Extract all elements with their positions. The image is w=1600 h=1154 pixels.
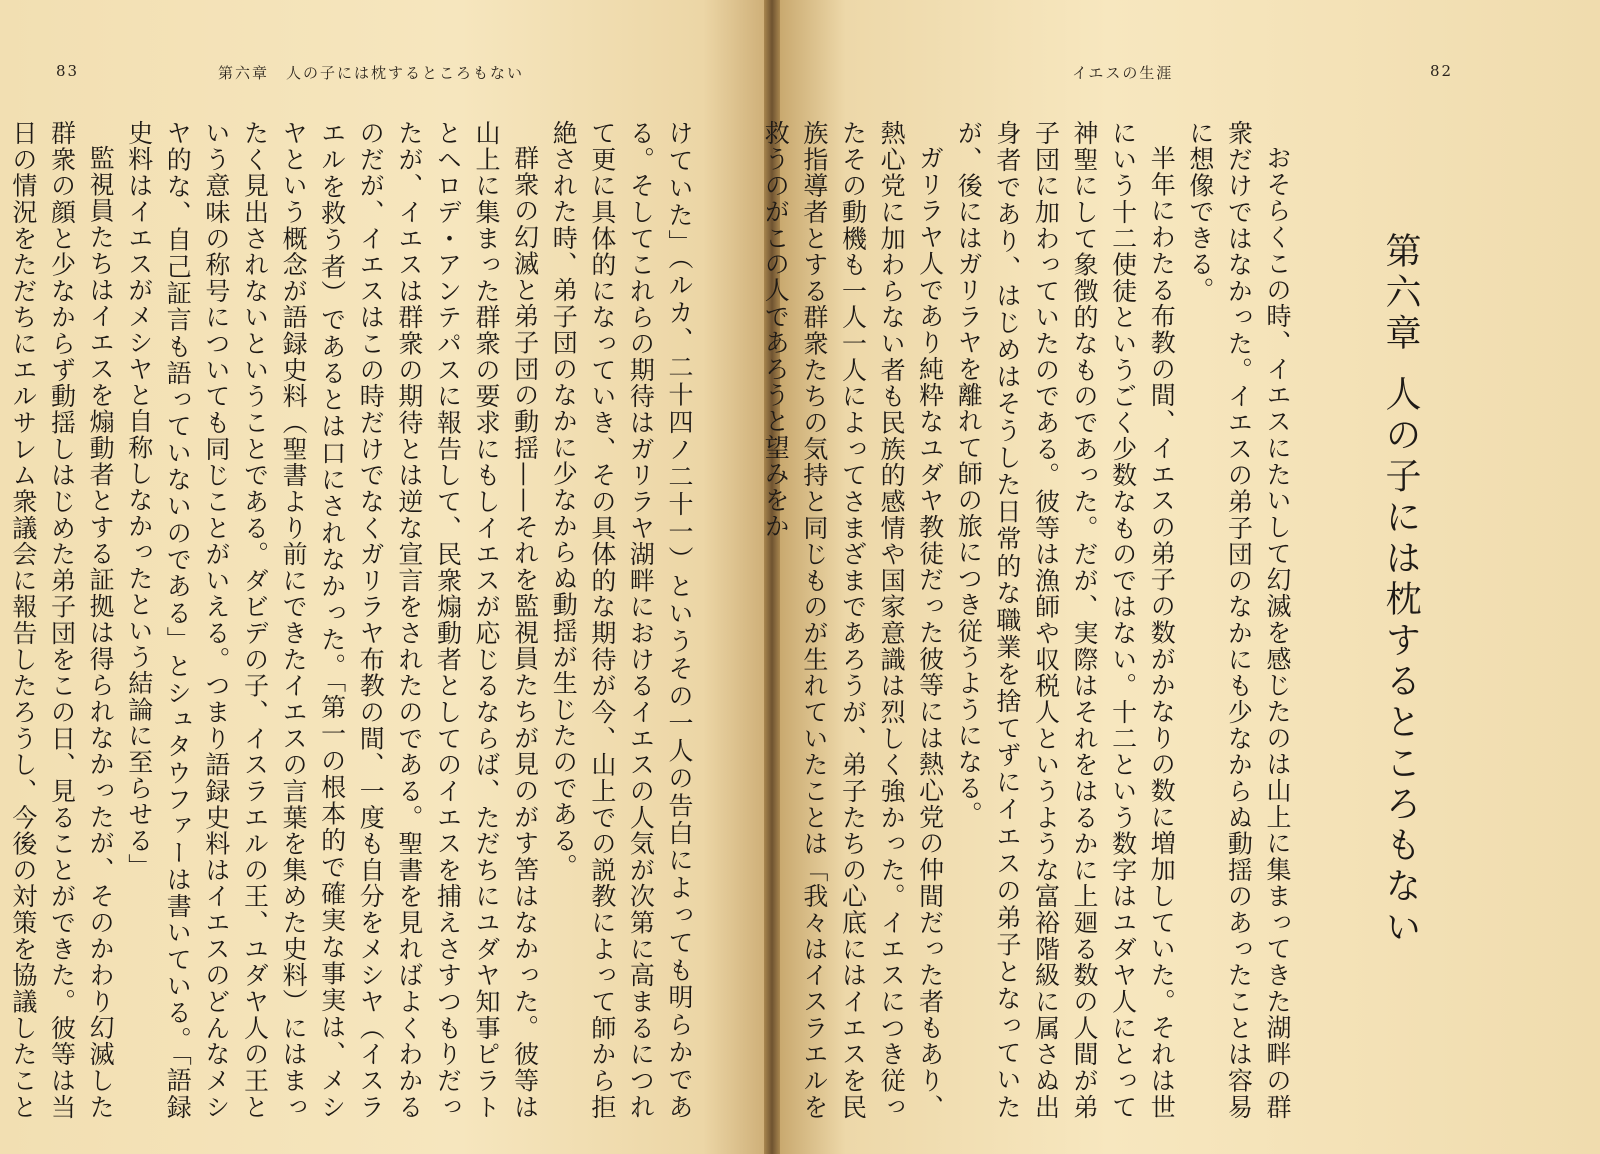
- right-paragraph-1: おそらくこの時、イエスにたいして幻滅を感じたのは山上に集まってきた湖畔の群衆だけではなかった。イエスの弟子団のなかにも少なからぬ動揺のあったことは容易に想像できる。: [1185, 120, 1292, 1120]
- chapter-title: 人の子には枕するところもない: [1380, 375, 1421, 949]
- left-paragraph-1: けていた」（ルカ、二十四ノ二十一）というその一人の告白によっても明らかである。そしてこれらの期待はガリラヤ湖畔におけるイエスの人気が次第に高まるにつれて更に具体的になっていき、その具体的な期待が今、山上での説教によって師から拒絶された時、弟子団のなかに少なからぬ動揺が生じたのである。: [549, 120, 694, 1120]
- right-page: [761, 0, 1600, 1154]
- right-page-number: 82: [1430, 62, 1454, 80]
- left-paragraph-2: 群衆の幻滅と弟子団の動揺——それを監視員たちが見のがす筈はなかった。彼等は山上に集まった群衆の要求にもしイエスが応じるならば、ただちにユダヤ知事ピラトとヘロデ・アンテパスに報告して、民衆煽動者としてのイエスを捕えさすつもりだったが、イエスは群衆の期待とは逆な宣言をされたのである。聖書を見ればよくわかるのだが、イエスはこの時だけでなくガリラヤ布教の間、一度も自分をメシヤ（イスラエルを救う者）であるとは口にされなかった。「第一の根本的で確実な事実は、メシヤという概念が語録史料（聖書より前にできたイエスの言葉を集めた史料）にはまったく見出されないということである。ダビデの子、イスラエルの王、ユダヤ人の王という意味の称号についても同じことがいえる。つまり語録史料はイエスのどんなメシヤ的な、自己証言も語っていないのである」とシュタウファーは書いている。「語録史料はイエスがメシヤと自称しなかったという結論に至らせる」: [124, 120, 540, 1120]
- left-page-number: 83: [56, 62, 80, 80]
- right-running-head: イエスの生涯: [1072, 64, 1174, 82]
- left-page: [0, 0, 764, 1154]
- right-paragraph-3: ガリラヤ人であり純粋なユダヤ教徒だった彼等には熱心党の仲間だった者もあり、熱心党に加わらない者も民族的感情や国家意識は烈しく強かった。イエスにつき従ったその動機も一人一人によってさまざまであろうが、弟子たちの心底にはイエスを民族指導者とする群衆たちの気持と同じものが生れていたことは「我々はイスラエルを救うのがこの人であろうと望みをか: [761, 120, 945, 1120]
- chapter-heading: [1378, 232, 1422, 949]
- left-running-head: 第六章 人の子には枕するところもない: [218, 64, 525, 82]
- chapter-number: 第六章: [1380, 232, 1421, 355]
- right-body-text: [761, 120, 1296, 1120]
- left-body-text: [8, 120, 698, 1120]
- right-paragraph-2: 半年にわたる布教の間、イエスの弟子の数がかなりの数に増加していた。それは世にいう十二使徒というごく少数なものではない。十二という数字はユダヤ人にとって神聖にして象徴的なものであった。だが、実際はそれをはるかに上廻る数の人間が弟子団に加わっていたのである。彼等は漁師や収税人というような富裕階級に属さぬ出身者であり、はじめはそうした日常的な職業を捨てずにイエスの弟子となっていたが、後にはガリラヤを離れて師の旅につき従うようになる。: [954, 120, 1177, 1120]
- left-paragraph-3: 監視員たちはイエスを煽動者とする証拠は得られなかったが、そのかわり幻滅した群衆の顔と少なからず動揺しはじめた弟子団をこの日、見ることができた。彼等は当日の情況をただちにエルサレム衆議会に報告したろうし、今後の対策を協議したこと: [8, 120, 116, 1120]
